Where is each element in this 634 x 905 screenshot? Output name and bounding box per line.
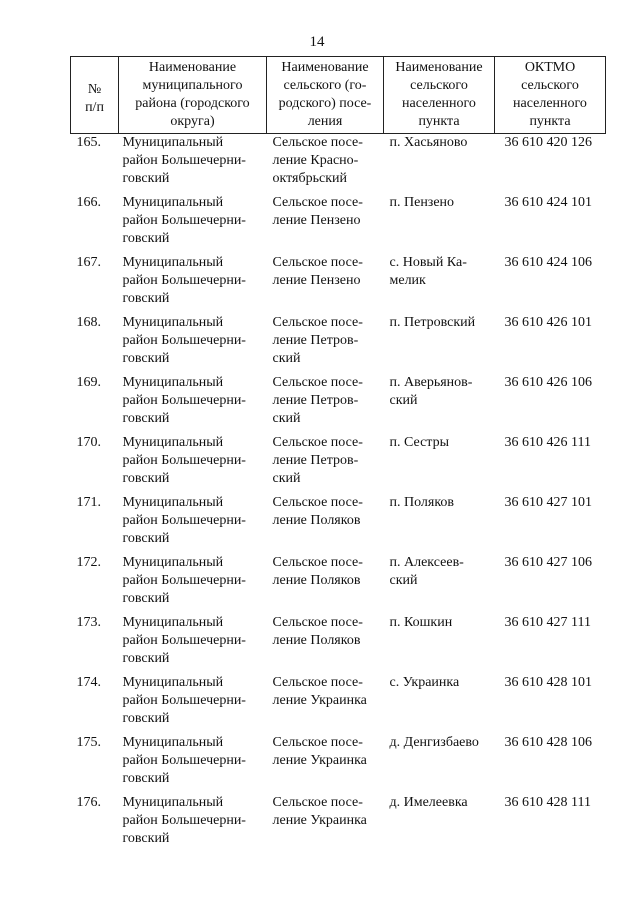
cell-line: Сельское посе- <box>272 374 363 390</box>
row-number: 172. <box>76 554 101 570</box>
cell-line: район Большечерни- <box>122 153 246 168</box>
cell-line: сельского (го- <box>283 78 367 93</box>
row-number: 174. <box>76 674 101 690</box>
cell-line: район Большечерни- <box>122 812 246 828</box>
oktmo-cell: 36 610 427 101 <box>504 494 592 510</box>
table-row <box>71 674 606 734</box>
locality-cell <box>384 734 495 794</box>
cell-line: Сельское посе- <box>272 554 363 570</box>
settlement-cell <box>267 614 384 674</box>
row-number: 170. <box>76 434 101 450</box>
cell-line: говский <box>122 590 170 606</box>
locality-cell <box>384 314 495 374</box>
cell-line: октябрьский <box>272 171 347 186</box>
table-row <box>71 374 606 434</box>
locality-cell <box>384 134 495 194</box>
table-row <box>71 194 606 254</box>
cell-line: говский <box>122 171 170 186</box>
settlement-cell <box>267 494 384 554</box>
cell-line: ление Петров- <box>272 452 359 468</box>
table-body <box>71 134 606 854</box>
cell-line: район Большечерни- <box>122 572 246 588</box>
cell-line: говский <box>122 470 170 486</box>
settlement-cell <box>267 194 384 254</box>
row-number: 168. <box>76 314 101 330</box>
oktmo-cell: 36 610 424 101 <box>504 194 592 210</box>
cell-line: ский <box>272 470 301 486</box>
header-oktmo <box>495 57 606 134</box>
cell-line: ление Украинка <box>272 812 367 828</box>
district-cell <box>119 734 267 794</box>
cell-line: Муниципальный <box>122 554 224 570</box>
locality-cell <box>384 494 495 554</box>
cell-line: Сельское посе- <box>272 494 363 510</box>
district-cell <box>119 434 267 494</box>
cell-line: ления <box>307 114 343 129</box>
oktmo-cell: 36 610 426 111 <box>504 434 591 450</box>
settlement-cell <box>267 734 384 794</box>
settlement-cell <box>267 254 384 314</box>
row-number: 167. <box>76 254 101 270</box>
settlement-cell <box>267 314 384 374</box>
district-cell <box>119 374 267 434</box>
settlement-cell <box>267 434 384 494</box>
cell-line: говский <box>122 350 170 366</box>
cell-line: говский <box>122 650 170 666</box>
oktmo-cell: 36 610 427 106 <box>504 554 592 570</box>
cell-line: Муниципальный <box>122 674 224 690</box>
cell-line: район Большечерни- <box>122 632 246 648</box>
cell-line: Муниципальный <box>122 614 224 630</box>
cell-line: Сельское посе- <box>272 434 363 450</box>
locality-cell <box>384 374 495 434</box>
cell-line: Муниципальный <box>122 374 224 390</box>
locality-cell <box>384 614 495 674</box>
cell-line: № <box>87 82 102 97</box>
cell-line: ление Петров- <box>272 332 359 348</box>
cell-line: ский <box>272 350 301 366</box>
locality-cell <box>384 794 495 854</box>
row-number: 175. <box>76 734 101 750</box>
header-row <box>71 57 606 134</box>
cell-line: ский <box>389 572 418 588</box>
cell-line: говский <box>122 530 170 546</box>
cell-line: Муниципальный <box>122 494 224 510</box>
district-cell <box>119 254 267 314</box>
locality-cell <box>384 674 495 734</box>
locality-cell <box>384 254 495 314</box>
cell-line: сельского <box>410 78 468 93</box>
cell-line: ОКТМО <box>524 60 576 75</box>
cell-line: район Большечерни- <box>122 272 246 288</box>
cell-line: Муниципальный <box>122 794 224 810</box>
cell-line: Муниципальный <box>122 135 224 150</box>
district-cell <box>119 794 267 854</box>
district-cell <box>119 194 267 254</box>
cell-line: ление Украинка <box>272 692 367 708</box>
cell-line: район Большечерни- <box>122 332 246 348</box>
locality-cell <box>384 434 495 494</box>
oktmo-cell: 36 610 428 111 <box>504 794 591 810</box>
cell-line: говский <box>122 770 170 786</box>
cell-line: Муниципальный <box>122 314 224 330</box>
cell-line: ление Украинка <box>272 752 367 768</box>
cell-line: п. Хасьяново <box>389 135 468 150</box>
cell-line: говский <box>122 410 170 426</box>
cell-line: д. Имелеевка <box>389 794 468 810</box>
table-row <box>71 734 606 794</box>
cell-line: Сельское посе- <box>272 194 363 210</box>
district-cell <box>119 674 267 734</box>
cell-line: Сельское посе- <box>272 734 363 750</box>
cell-line: с. Новый Ка- <box>389 254 467 270</box>
cell-line: ление Поляков <box>272 512 361 528</box>
cell-line: район Большечерни- <box>122 212 246 228</box>
settlement-cell <box>267 674 384 734</box>
cell-line: район Большечерни- <box>122 512 246 528</box>
cell-line: Сельское посе- <box>272 674 363 690</box>
cell-line: п. Кошкин <box>389 614 453 630</box>
locality-cell <box>384 194 495 254</box>
cell-line: ский <box>272 410 301 426</box>
header-settlement <box>267 57 384 134</box>
oktmo-cell: 36 610 420 126 <box>504 135 592 150</box>
district-cell <box>119 554 267 614</box>
cell-line: п. Пензено <box>389 194 455 210</box>
oktmo-cell: 36 610 426 101 <box>504 314 592 330</box>
table-row <box>71 254 606 314</box>
cell-line: пункта <box>529 114 571 129</box>
cell-line: Сельское посе- <box>272 135 363 150</box>
cell-line: ский <box>389 392 418 408</box>
cell-line: родского) посе- <box>278 96 372 111</box>
oktmo-cell: 36 610 424 106 <box>504 254 592 270</box>
cell-line: Муниципальный <box>122 434 224 450</box>
oktmo-cell: 36 610 427 111 <box>504 614 591 630</box>
settlement-cell <box>267 554 384 614</box>
table-row <box>71 794 606 854</box>
cell-line: Сельское посе- <box>272 794 363 810</box>
table-row <box>71 134 606 194</box>
cell-line: населенного <box>513 96 587 111</box>
row-number: 171. <box>76 494 101 510</box>
cell-line: округа) <box>170 114 215 129</box>
cell-line: Муниципальный <box>122 254 224 270</box>
cell-line: с. Украинка <box>389 674 460 690</box>
row-number: 173. <box>76 614 101 630</box>
cell-line: говский <box>122 710 170 726</box>
cell-line: говский <box>122 230 170 246</box>
cell-line: говский <box>122 290 170 306</box>
settlement-cell <box>267 134 384 194</box>
page-number: 14 <box>309 34 325 50</box>
row-number: 165. <box>76 135 101 150</box>
cell-line: Муниципальный <box>122 734 224 750</box>
cell-line: Сельское посе- <box>272 314 363 330</box>
cell-line: населенного <box>402 96 476 111</box>
cell-line: район Большечерни- <box>122 392 246 408</box>
district-cell <box>119 614 267 674</box>
locality-cell <box>384 554 495 614</box>
cell-line: района (городского <box>135 96 250 111</box>
cell-line: п. Аверьянов- <box>389 374 473 390</box>
district-cell <box>119 494 267 554</box>
cell-line: д. Денгизбаево <box>389 734 479 750</box>
cell-line: п. Сестры <box>389 434 449 450</box>
table-row <box>71 434 606 494</box>
oktmo-cell: 36 610 426 106 <box>504 374 592 390</box>
header-locality <box>384 57 495 134</box>
table-row <box>71 314 606 374</box>
cell-line: ление Пензено <box>272 212 361 228</box>
row-number: 166. <box>76 194 101 210</box>
cell-line: Сельское посе- <box>272 614 363 630</box>
table-row <box>71 554 606 614</box>
cell-line: муниципального <box>142 78 243 93</box>
table-row <box>71 494 606 554</box>
cell-line: говский <box>122 830 170 846</box>
row-number: 169. <box>76 374 101 390</box>
cell-line: Наименование <box>148 60 237 75</box>
cell-line: район Большечерни- <box>122 692 246 708</box>
oktmo-cell: 36 610 428 101 <box>504 674 592 690</box>
cell-line: ление Поляков <box>272 632 361 648</box>
row-number: 176. <box>76 794 101 810</box>
header-district <box>119 57 267 134</box>
district-cell <box>119 314 267 374</box>
header-number <box>71 57 119 134</box>
cell-line: мелик <box>389 272 426 288</box>
cell-line: ление Петров- <box>272 392 359 408</box>
cell-line: район Большечерни- <box>122 752 246 768</box>
table-row <box>71 614 606 674</box>
cell-line: Наименование <box>395 60 483 75</box>
cell-line: п. Петровский <box>389 314 476 330</box>
oktmo-cell: 36 610 428 106 <box>504 734 592 750</box>
table-header <box>71 57 606 134</box>
cell-line: п/п <box>85 100 104 115</box>
cell-line: пункта <box>418 114 460 129</box>
cell-line: ление Пензено <box>272 272 361 288</box>
cell-line: Сельское посе- <box>272 254 363 270</box>
district-cell <box>119 134 267 194</box>
cell-line: Муниципальный <box>122 194 224 210</box>
settlement-cell <box>267 794 384 854</box>
cell-line: ление Поляков <box>272 572 361 588</box>
cell-line: сельского <box>521 78 579 93</box>
cell-line: ление Красно- <box>272 153 359 168</box>
cell-line: п. Поляков <box>389 494 455 510</box>
cell-line: п. Алексеев- <box>389 554 464 570</box>
cell-line: Наименование <box>281 60 369 75</box>
cell-line: район Большечерни- <box>122 452 246 468</box>
settlement-cell <box>267 374 384 434</box>
settlements-table <box>70 56 606 854</box>
